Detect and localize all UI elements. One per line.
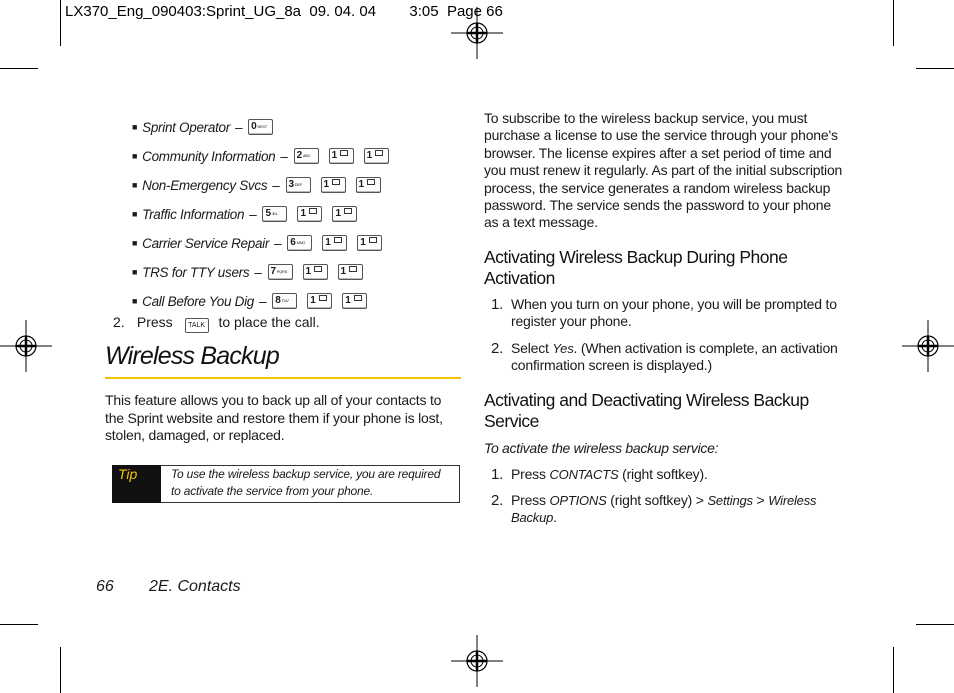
keypad-key-icon <box>329 148 354 164</box>
step-text-post: . (When activation is complete, an activation confirmation screen is displayed.) <box>511 340 838 374</box>
shortcut-label: Carrier Service Repair <box>142 235 270 251</box>
crop-mark <box>916 624 954 625</box>
step-text-mid: (right softkey) > <box>606 492 708 508</box>
list-item <box>132 145 399 167</box>
crop-mark <box>60 647 61 693</box>
list-item <box>132 290 377 312</box>
procedure-intro: To activate the wireless backup service: <box>484 440 719 456</box>
key-digit: 8 <box>275 295 281 306</box>
title-rule <box>105 377 461 379</box>
step-text-pre: Select <box>511 340 553 356</box>
keypad-key-icon <box>357 235 382 251</box>
registration-mark-icon <box>902 320 954 372</box>
keypad-key-icon <box>364 148 389 164</box>
keypad-key-icon <box>286 177 311 193</box>
key-digit: 1 <box>323 179 329 190</box>
key-digit: 1 <box>340 266 346 277</box>
step-press-talk <box>113 314 320 333</box>
key-letters: PQRS <box>276 269 287 274</box>
step-text-pre: Press <box>511 492 550 508</box>
step-text-after: to place the call. <box>218 314 320 330</box>
keypad-key-icon <box>356 177 381 193</box>
key-digit: 7 <box>270 266 276 277</box>
keypad-key-icon <box>297 206 322 222</box>
dash: – <box>249 206 257 222</box>
key-digit: 6 <box>290 237 296 248</box>
key-digit: 0 <box>251 121 257 132</box>
dash: – <box>254 264 262 280</box>
list-item <box>132 174 391 196</box>
step-number: 2. <box>113 314 125 330</box>
key-digit: 5 <box>265 208 271 219</box>
section-title: Wireless Backup <box>105 342 279 370</box>
bullet-icon: ■ <box>132 209 138 219</box>
subscribe-paragraph: To subscribe to the wireless backup service, you must purchase a license to use the service through your phone's browser. The license expires after a set period of time and you must renew it regularly. As part of the initial subscription process, the service generates a random wireless backup password. The service sends the password to your phone as a text message. <box>484 110 843 231</box>
step-number: 2. <box>491 340 504 357</box>
keypad-key-icon <box>272 293 297 309</box>
crop-mark <box>0 624 38 625</box>
dash: – <box>280 148 288 164</box>
shortcut-label: TRS for TTY users <box>142 264 250 280</box>
dash: – <box>259 293 267 309</box>
envelope-icon <box>314 266 322 272</box>
menu-option-yes: Yes <box>552 341 574 356</box>
crop-mark <box>916 68 954 69</box>
bullet-icon: ■ <box>132 296 138 306</box>
envelope-icon <box>369 237 377 243</box>
dash: – <box>234 119 243 135</box>
keypad-key-icon <box>268 264 293 280</box>
shortcut-label: Call Before You Dig <box>142 293 255 309</box>
key-digit: 1 <box>325 237 331 248</box>
menu-settings: Settings <box>707 493 753 508</box>
list-item <box>132 261 373 283</box>
key-digit: 3 <box>288 179 294 190</box>
step-text-pre: Press <box>511 466 550 482</box>
shortcut-label: Non-Emergency Svcs <box>142 177 268 193</box>
crop-mark <box>60 0 61 46</box>
key-digit: 1 <box>358 179 364 190</box>
page-number: 66 <box>96 578 114 595</box>
envelope-icon <box>340 150 348 156</box>
envelope-icon <box>332 179 340 185</box>
keypad-key-icon <box>307 293 332 309</box>
tip-label-block <box>112 465 161 503</box>
envelope-icon <box>375 150 383 156</box>
registration-mark-icon <box>0 320 52 372</box>
key-letters: JKL <box>271 211 278 216</box>
list-item <box>132 116 283 138</box>
envelope-icon <box>334 237 342 243</box>
step-number: 1. <box>491 296 504 313</box>
keypad-key-icon <box>321 177 346 193</box>
key-digit: 1 <box>331 150 337 161</box>
keypad-key-icon <box>303 264 328 280</box>
key-digit: 1 <box>310 295 316 306</box>
step-text: When you turn on your phone, you will be prompted to register your phone. <box>511 296 837 330</box>
step-text-before: Press <box>136 314 173 330</box>
shortcut-label: Sprint Operator <box>142 119 230 135</box>
step-text <box>511 492 841 527</box>
key-digit: 1 <box>345 295 351 306</box>
menu-wireless-backup: Wireless Backup <box>511 493 817 526</box>
keypad-key-icon <box>338 264 363 280</box>
dash: – <box>274 235 282 251</box>
key-digit: 1 <box>360 237 366 248</box>
envelope-icon <box>309 208 317 214</box>
envelope-icon <box>349 266 357 272</box>
key-digit: 1 <box>335 208 341 219</box>
softkey-contacts: CONTACTS <box>549 467 619 482</box>
list-item <box>132 232 392 254</box>
step-text <box>511 466 841 483</box>
print-slug: LX370_Eng_090403:Sprint_UG_8a 09. 04. 04 3:05 Page 66 <box>65 3 503 20</box>
key-digit: 1 <box>300 208 306 219</box>
step-text-post: . <box>553 509 557 526</box>
envelope-icon <box>319 295 327 301</box>
heading-deactivation: Activating and Deactivating Wireless Backup Service <box>484 390 809 431</box>
keypad-key-icon <box>248 119 273 135</box>
list-item <box>132 203 367 225</box>
step-text-mid: > <box>752 492 769 508</box>
keypad-key-icon <box>342 293 367 309</box>
keypad-key-icon <box>322 235 347 251</box>
dash: – <box>272 177 280 193</box>
envelope-icon <box>344 208 352 214</box>
envelope-icon <box>354 295 362 301</box>
step-text <box>511 340 841 375</box>
tip-text: To use the wireless backup service, you are required to activate the service from your phone. <box>171 467 441 498</box>
keypad-key-icon <box>262 206 287 222</box>
bullet-icon: ■ <box>132 180 138 190</box>
registration-mark-icon <box>451 635 503 687</box>
shortcut-label: Traffic Information <box>142 206 245 222</box>
bullet-icon: ■ <box>132 267 138 277</box>
talk-key-icon: TALK <box>185 318 209 333</box>
key-letters: TUV <box>281 298 289 303</box>
step-text-post: (right softkey). <box>618 466 708 482</box>
crop-mark <box>893 647 894 693</box>
key-letters: NEXT <box>257 124 267 129</box>
heading-activation: Activating Wireless Backup During Phone Activation <box>484 247 788 288</box>
key-letters: MNO <box>296 240 305 245</box>
softkey-options: OPTIONS <box>549 493 607 508</box>
key-digit: 1 <box>366 150 372 161</box>
envelope-icon <box>367 179 375 185</box>
keypad-key-icon <box>332 206 357 222</box>
step-number: 2. <box>491 492 504 509</box>
key-digit: 1 <box>305 266 311 277</box>
crop-mark <box>0 68 38 69</box>
section-name: 2E. Contacts <box>149 578 241 595</box>
step-number: 1. <box>491 466 504 483</box>
key-letters: ABC <box>302 153 311 158</box>
key-digit: 2 <box>296 150 302 161</box>
bullet-icon: ■ <box>132 122 138 132</box>
keypad-key-icon <box>287 235 312 251</box>
bullet-icon: ■ <box>132 151 138 161</box>
tip-label: Tip <box>118 466 138 482</box>
keypad-key-icon <box>294 148 319 164</box>
intro-paragraph: This feature allows you to back up all of your contacts to the Sprint website and restore them if your phone is lost, stolen, damaged, or replaced. <box>105 392 443 444</box>
shortcut-label: Community Information <box>142 148 276 164</box>
bullet-icon: ■ <box>132 238 138 248</box>
crop-mark <box>893 0 894 46</box>
key-letters: DEF <box>294 182 302 187</box>
